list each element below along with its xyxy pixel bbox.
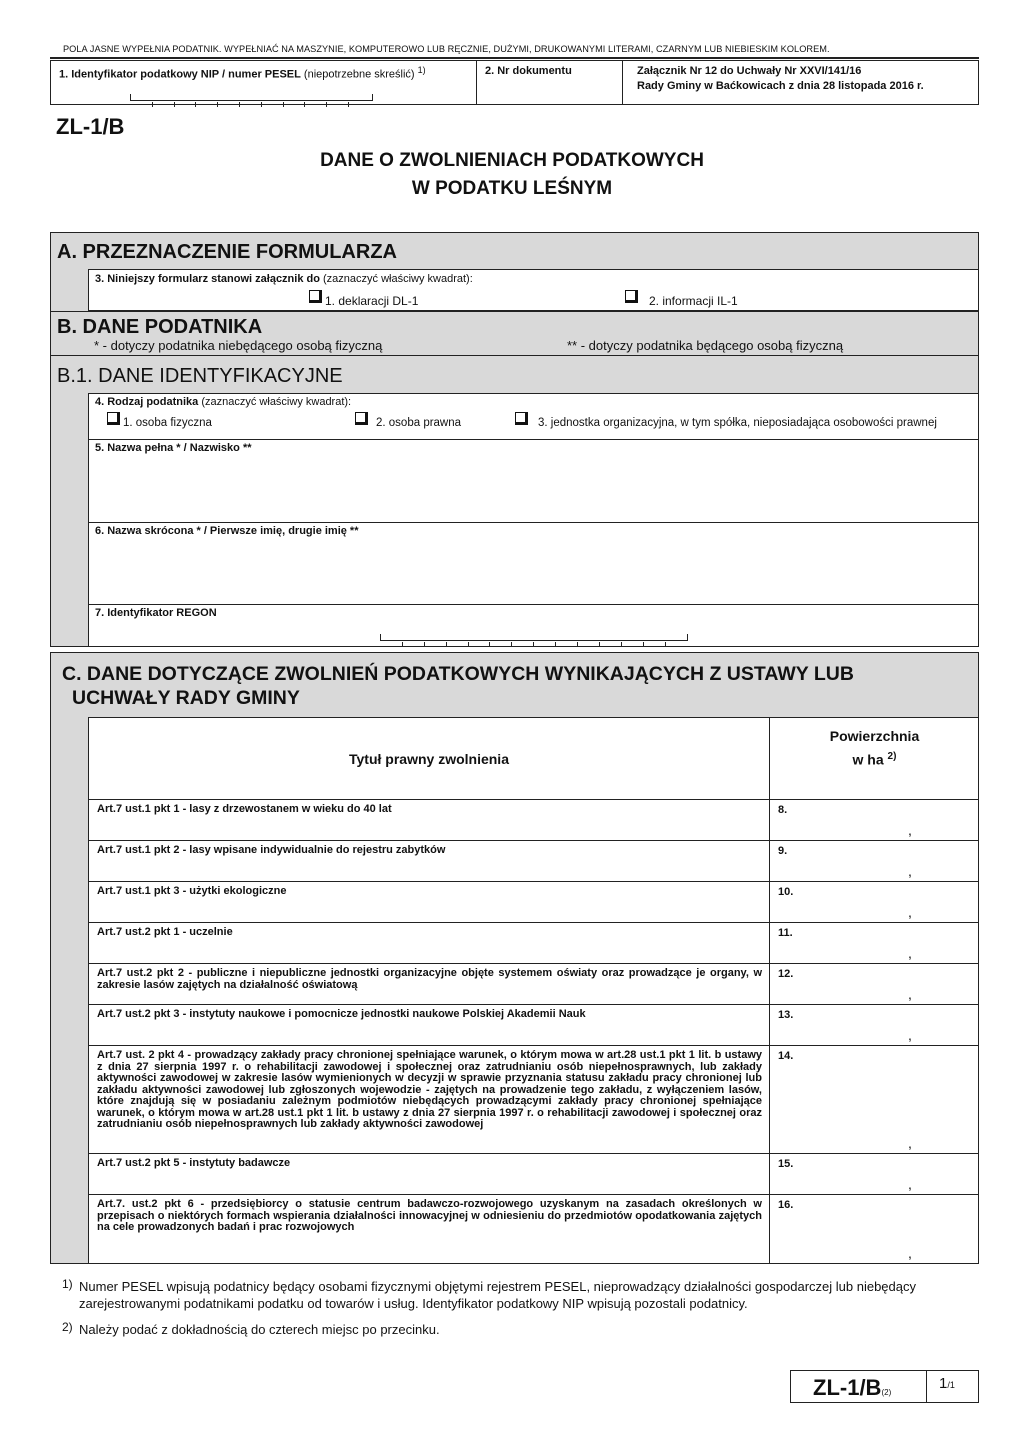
footnote-1-text: Numer PESEL wpisują podatnicy będący osobami fizycznymi objętymi rejestrem PESEL, nieprowadzący działalności gospodarczej lub niebędący zarejestrowanymi podatnikami podatku od towarów i usług. Identyfikator podatkowy NIP wpisują pozostali podatnicy. [79,1279,916,1311]
field-3-label: 3. Niniejszy formularz stanowi załącznik do [95,273,320,285]
field-3-note: (zaznaczyć właściwy kwadrat): [323,273,473,285]
field-number: 16. [778,1199,794,1211]
area-input[interactable] [769,841,978,881]
exemption-legal-title: Art.7 ust.1 pkt 3 - użytki ekologiczne [97,885,287,897]
field-3-box [88,269,979,311]
short-name-field[interactable] [88,522,979,605]
exemption-legal-title: Art.7 ust.2 pkt 3 - instytuty naukowe i pomocnicze jednostki naukowe Polskiej Akademii Nauk [97,1008,586,1020]
area-input[interactable] [769,1154,978,1194]
exemption-legal-title: Art.7 ust. 2 pkt 4 - prowadzący zakłady pracy chronionej spełniające warunek, o którym mowa w art.28 ust.1 pkt 1 lit. b ustawy z dnia 27 sierpnia 1997 r. o rehabilitacji zawodowej i społecznej oraz zatrudnianiu osób niepełnosprawnych, lub zakłady aktywności zawodowej w zakresie lasów wymienionych w decyzji w sprawie przyznania statusu zakładu pracy chronionej lub zakładu aktywności zawodowej lub zgłoszonych wojewodzie - zajętych na prowadzenie tego zakładu, z wyłączeniem lasów, które znajdują się w posiadaniu zależnym podmiotów niebędących prowadzącymi zakłady pracy chronionej spełniające warunek, o którym mowa w art.28 ust.1 pkt 1 lit. b ustawy z dnia 27 sierpnia 1997 r. o rehabilitacji zawodowej i społecznej oraz zatrudnianiu osób niepełnosprawnych lub zakłady aktywności zawodowej [97,1049,762,1130]
table-row [88,964,979,1005]
regon-tick-marks [380,634,688,641]
exemption-legal-title: Art.7. ust.2 pkt 6 - przedsiębiorcy o statusie centrum badawczo-rozwojowego uzyskanym na zasadach określonych w przepisach o niektórych formach wspierania działalności innowacyjnej w odniesieniu do przedmiotów opodatkowania zajętych na cele prowadzonych badań i prac rozwojowych [97,1198,762,1233]
header-rule [50,57,979,59]
annex-info [622,60,979,105]
area-input[interactable] [769,882,978,922]
area-header-line-1: Powierzchnia [829,728,920,744]
exemption-legal-title: Art.7 ust.2 pkt 5 - instytuty badawcze [97,1157,291,1169]
footnote-1 [62,1278,922,1312]
natural-person-label: 1. osoba fizyczna [123,417,212,429]
regon-field[interactable] [88,604,979,647]
field-6-label: 6. Nazwa skrócona * / Pierwsze imię, drugie imię ** [95,525,359,537]
footer-form-code-box [790,1370,927,1403]
field-4-note: (zaznaczyć właściwy kwadrat): [201,396,352,408]
full-name-field[interactable] [88,439,979,523]
area-input[interactable] [769,1005,978,1045]
section-b-note-1: * - dotyczy podatnika niebędącego osobą fizyczną [94,338,383,353]
decimal-comma: , [908,1176,912,1192]
decimal-comma: , [908,822,912,838]
footnote-2 [62,1321,922,1338]
annex-line-2: Rady Gminy w Baćkowicach z dnia 28 listopada 2016 r. [637,80,924,92]
decimal-comma: , [908,1245,912,1261]
exemption-legal-title: Art.7 ust.2 pkt 1 - uczelnie [97,926,233,938]
instructions-text: POLA JASNE WYPEŁNIA PODATNIK. WYPEŁNIAĆ NA MASZYNIE, KOMPUTEROWO LUB RĘCZNIE, DUŻYMI, DRUKOWANYMI LITERAMI, CZARNYM LUB NIEBIESKIM KOLOREM. [63,44,830,54]
field-number: 8. [778,804,788,816]
table-row [88,1154,979,1195]
decimal-comma: , [908,1027,912,1043]
field-number: 15. [778,1158,794,1170]
table-row [88,1046,979,1154]
footer-form-variant: (2) [881,1388,892,1397]
section-b1-rule [50,355,979,356]
area-input[interactable] [769,1046,978,1153]
annex-line-1: Załącznik Nr 12 do Uchwały Nr XXVI/141/16 [637,65,862,77]
page-title-line-1: DANE O ZWOLNIENIACH PODATKOWYCH [320,150,704,171]
declaration-dl1-label: 1. deklaracji DL-1 [325,294,419,308]
natural-person-checkbox[interactable] [107,412,120,425]
legal-person-checkbox[interactable] [355,412,368,425]
information-il1-label: 2. informacji IL-1 [649,294,738,308]
field-number: 10. [778,886,794,898]
field-2-label: 2. Nr dokumentu [485,65,572,77]
footer-form-code: ZL-1/B [813,1375,882,1400]
table-row [88,923,979,964]
area-input[interactable] [769,800,978,840]
field-1-nip-pesel[interactable] [50,60,477,105]
exemption-legal-title: Art.7 ust.1 pkt 1 - lasy z drzewostanem w wieku do 40 lat [97,803,392,815]
field-number: 9. [778,845,788,857]
field-number: 11. [778,927,793,939]
section-a-title: A. PRZEZNACZENIE FORMULARZA [57,241,397,263]
area-input[interactable] [769,923,978,963]
footnote-2-mark: 2) [62,1320,73,1334]
section-c-title-line-2: UCHWAŁY RADY GMINY [72,687,300,709]
field-4-box [88,393,979,440]
legal-title-header: Tytuł prawny zwolnienia [349,751,509,767]
table-row [88,1195,979,1264]
field-1-label: 1. Identyfikator podatkowy NIP / numer PESEL [59,68,301,81]
section-b-title: B. DANE PODATNIKA [57,316,263,338]
section-b1-title: B.1. DANE IDENTYFIKACYJNE [57,365,343,387]
organizational-unit-label: 3. jednostka organizacyjna, w tym spółka, nieposiadająca osobowości prawnej [538,417,937,429]
area-input[interactable] [769,1195,978,1263]
field-7-label: 7. Identyfikator REGON [95,607,217,619]
field-2-document-number[interactable] [476,60,623,105]
nip-tick-marks [130,94,373,101]
area-footnote-mark: 2) [887,751,897,762]
field-5-label: 5. Nazwa pełna * / Nazwisko ** [95,442,252,454]
exemption-legal-title: Art.7 ust.1 pkt 2 - lasy wpisane indywidualnie do rejestru zabytków [97,844,446,856]
area-header-line-2: w ha $^{2)}$ [852,751,897,768]
area-input[interactable] [769,964,978,1004]
field-number: 12. [778,968,794,980]
section-b-note-2: ** - dotyczy podatnika będącego osobą fizyczną [567,338,844,353]
decimal-comma: , [908,945,912,961]
decimal-comma: , [908,1135,912,1151]
declaration-dl1-checkbox[interactable] [309,290,322,303]
form-code: ZL-1/B [56,114,125,139]
decimal-comma: , [908,904,912,920]
footnote-2-text: Należy podać z dokładnością do czterech miejsc po przecinku. [79,1322,440,1337]
table-row [88,800,979,841]
section-b-rule [50,311,979,312]
table-row [88,841,979,882]
field-1-note: (niepotrzebne skreślić) [303,68,415,81]
table-row [88,1005,979,1046]
exemption-legal-title: Art.7 ust.2 pkt 2 - publiczne i niepubliczne jednostki organizacyjne objęte systemem oświaty oraz prowadzące je organy, w zakresie lasów zajętych na działalność oświatową [97,967,762,991]
organizational-unit-checkbox[interactable] [515,412,528,425]
page-total: /1 [947,1380,955,1390]
field-1-footnote-mark: 1) [417,65,426,75]
decimal-comma: , [908,863,912,879]
information-il1-checkbox[interactable] [625,290,638,303]
table-row [88,882,979,923]
field-number: 14. [778,1050,794,1062]
field-4-label: 4. Rodzaj podatnika [95,396,199,408]
page-number: 1 [939,1375,948,1392]
decimal-comma: , [908,986,912,1002]
section-c-title-line-1: C. DANE DOTYCZĄCE ZWOLNIEŃ PODATKOWYCH WYNIKAJĄCYCH Z USTAWY LUB [62,663,854,685]
footnote-1-mark: 1) [62,1277,73,1291]
legal-person-label: 2. osoba prawna [376,417,462,429]
field-number: 13. [778,1009,794,1021]
page-title-line-2: W PODATKU LEŚNYM [411,178,613,199]
footer-page-box [926,1370,979,1403]
section-c-table-header [88,717,979,800]
